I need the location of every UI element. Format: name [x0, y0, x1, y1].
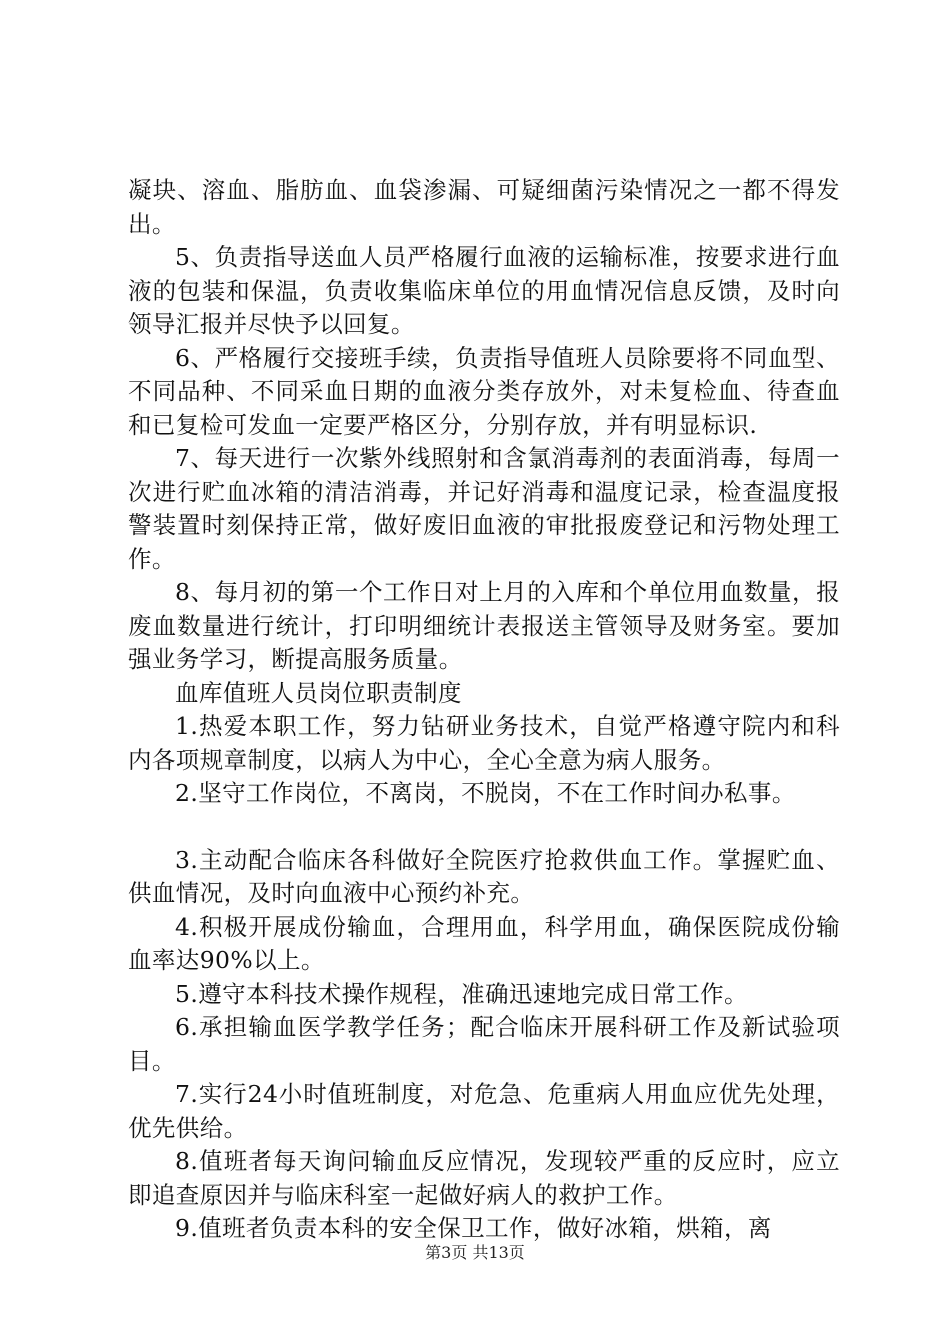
duty-item-1: 1.热爱本职工作，努力钻研业务技术，自觉严格遵守院内和科内各项规章制度，以病人为中心，全心全意为病人服务。 [128, 712, 840, 774]
duty-item-2: 2.坚守工作岗位，不离岗，不脱岗，不在工作时间办私事。 [175, 779, 796, 807]
duty-item-7: 7.实行24小时值班制度，对危急、危重病人用血应优先处理，优先供给。 [128, 1080, 840, 1142]
paragraph-item-5: 5、负责指导送血人员严格履行血液的运输标准，按要求进行血液的包装和保温，负责收集临床单位的用血情况信息反馈，及时向领导汇报并尽快予以回复。 [128, 243, 840, 338]
paragraph-item-8: 8、每月初的第一个工作日对上月的入库和个单位用血数量，报废血数量进行统计，打印明细统计表报送主管领导及财务室。要加强业务学习，断提高服务质量。 [128, 578, 840, 673]
paragraph-continuation: 凝块、溶血、脂肪血、血袋渗漏、可疑细菌污染情况之一都不得发出。 [128, 176, 840, 238]
duty-item-3: 3.主动配合临床各科做好全院医疗抢救供血工作。掌握贮血、供血情况，及时向血液中心预约补充。 [128, 845, 840, 907]
section-title: 血库值班人员岗位职责制度 [175, 678, 462, 707]
duty-item-8: 8.值班者每天询问输血反应情况，发现较严重的反应时，应立即追查原因并与临床科室一起做好病人的救护工作。 [128, 1147, 840, 1209]
paragraph-item-6: 6、严格履行交接班手续，负责指导值班人员除要将不同血型、不同品种、不同采血日期的血液分类存放外，对未复检血、待查血和已复检可发血一定要严格区分，分别存放，并有明显标识. [128, 343, 840, 439]
duty-item-5: 5.遵守本科技术操作规程，准确迅速地完成日常工作。 [175, 979, 748, 1008]
document-body [128, 174, 840, 1246]
duty-item-4: 4.积极开展成份输血，合理用血，科学用血，确保医院成份输血率达90%以上。 [128, 912, 840, 974]
duty-item-6: 6.承担输血医学教学任务；配合临床开展科研工作及新试验项目。 [128, 1013, 840, 1075]
duty-item-9: 9.值班者负责本科的安全保卫工作，做好冰箱，烘箱，离 [175, 1214, 772, 1242]
page-number-footer: 第3页 共13页 [425, 1243, 525, 1262]
paragraph-item-7: 7、每天进行一次紫外线照射和含氯消毒剂的表面消毒，每周一次进行贮血冰箱的清洁消毒，并记好消毒和温度记录，检查温度报警装置时刻保持正常，做好废旧血液的审批报废登记和污物处理工作。 [128, 444, 840, 573]
blank-line [128, 811, 840, 844]
